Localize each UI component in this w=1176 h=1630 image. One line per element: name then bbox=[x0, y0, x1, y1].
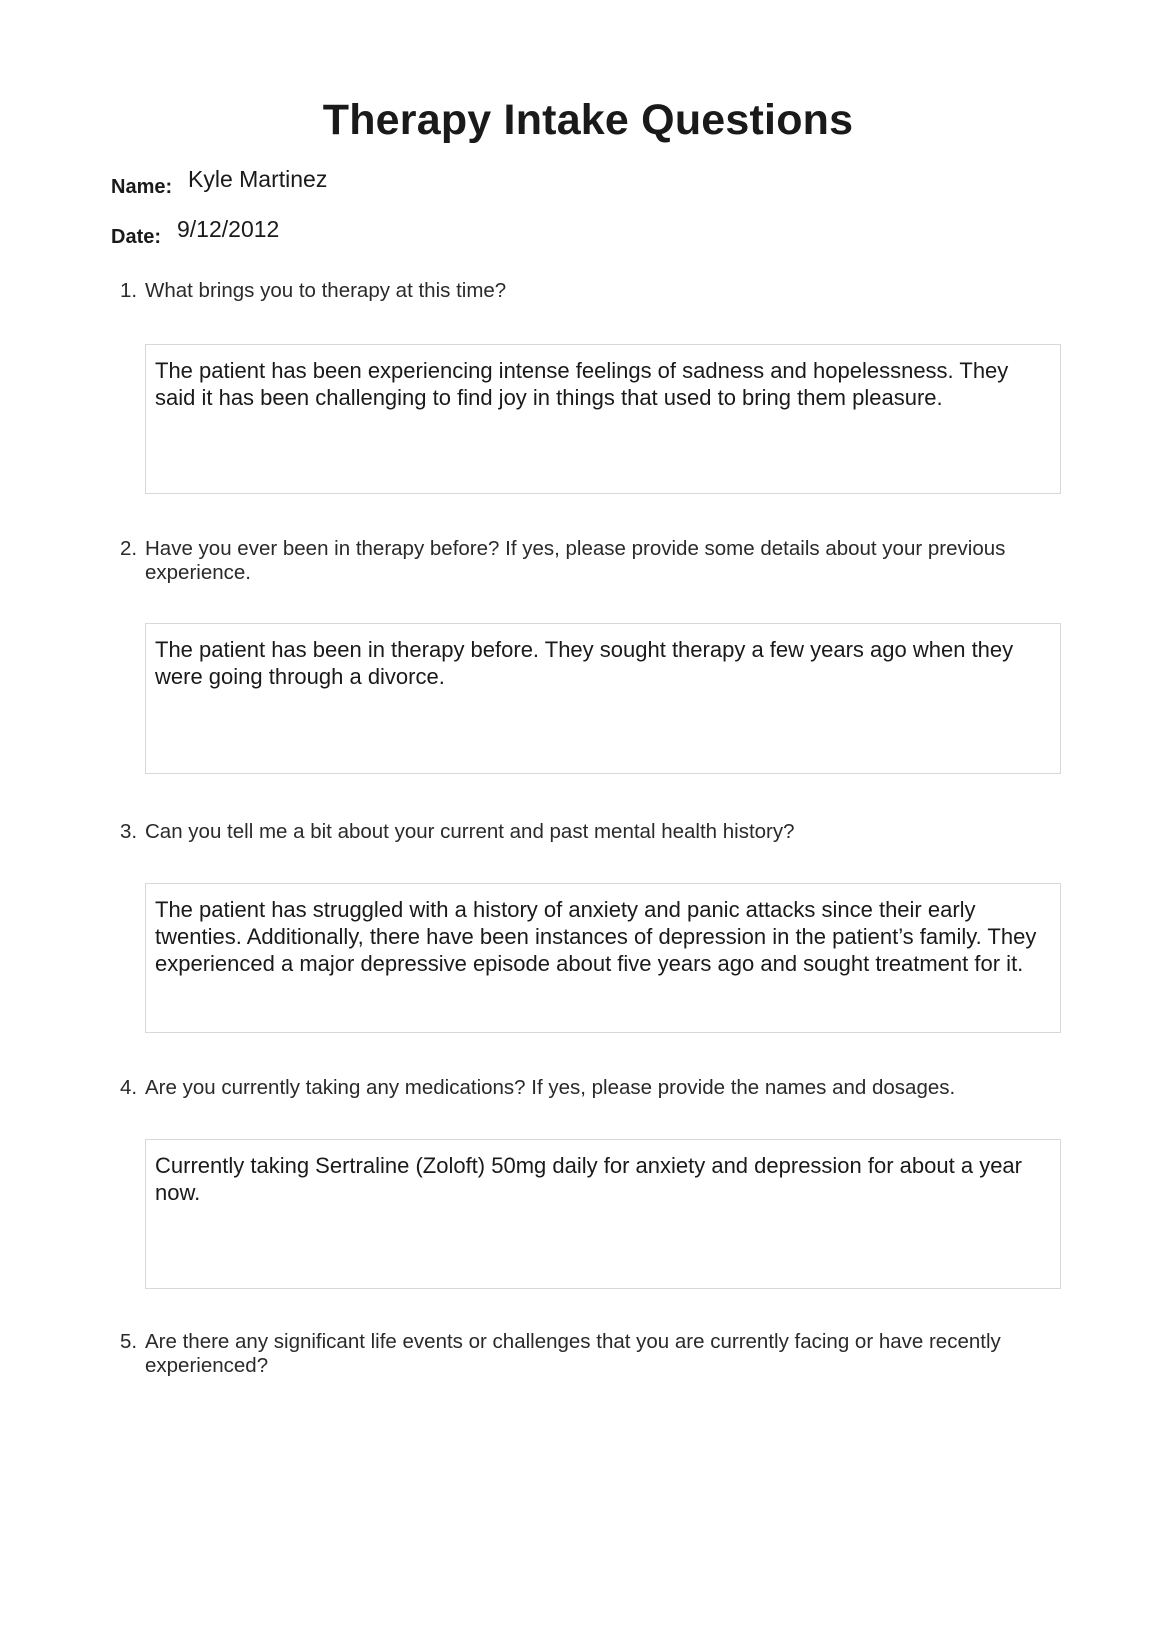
answer-box-3: The patient has struggled with a history of anxiety and panic attacks since their early twenties. Additionally, there have been instances of depression in the patient’s family. They experienced a major depressive episode about five years ago and sought treatment for it. bbox=[145, 883, 1061, 1033]
name-label: Name: bbox=[111, 176, 173, 198]
answer-box-2: The patient has been in therapy before. They sought therapy a few years ago when they were going through a divorce. bbox=[145, 623, 1061, 774]
name-value: Kyle Martinez bbox=[188, 166, 328, 192]
question-number: 4. bbox=[120, 1076, 138, 1099]
question-3 bbox=[120, 820, 1070, 844]
question-number: 3. bbox=[120, 820, 138, 843]
page-title: Therapy Intake Questions bbox=[322, 96, 854, 144]
question-text: Can you tell me a bit about your current and past mental health history? bbox=[145, 820, 795, 843]
question-5 bbox=[120, 1330, 1070, 1378]
answer-box-4: Currently taking Sertraline (Zoloft) 50mg daily for anxiety and depression for about a year now. bbox=[145, 1139, 1061, 1289]
question-text: What brings you to therapy at this time? bbox=[145, 279, 507, 302]
question-4 bbox=[120, 1076, 1070, 1100]
question-text: Are there any significant life events or challenges that you are currently facing or have recently experienced? bbox=[145, 1330, 1001, 1377]
question-text: Are you currently taking any medications? If yes, please provide the names and dosages. bbox=[145, 1076, 956, 1099]
answer-box-1: The patient has been experiencing intense feelings of sadness and hopelessness. They said it has been challenging to find joy in things that used to bring them pleasure. bbox=[145, 344, 1061, 494]
date-label: Date: bbox=[111, 226, 162, 248]
question-2 bbox=[120, 537, 1070, 585]
date-value: 9/12/2012 bbox=[177, 216, 280, 242]
question-number: 2. bbox=[120, 537, 138, 560]
question-number: 1. bbox=[120, 279, 138, 302]
question-number: 5. bbox=[120, 1330, 138, 1353]
question-text: Have you ever been in therapy before? If yes, please provide some details about your previous experience. bbox=[145, 537, 1006, 584]
question-1 bbox=[120, 279, 1070, 303]
